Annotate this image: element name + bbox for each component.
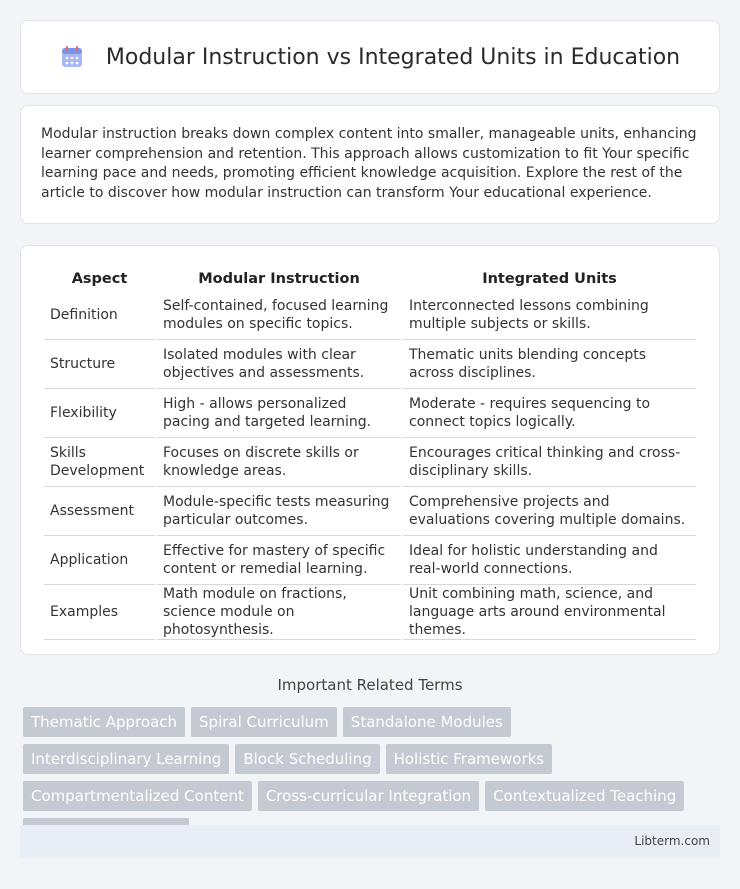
cell-aspect: Assessment — [44, 487, 155, 536]
tag-thematic-approach[interactable]: Thematic Approach — [23, 707, 185, 737]
footer-site-link[interactable]: Libterm.com — [634, 834, 710, 848]
cell-modular: Self-contained, focused learning modules on specific topics. — [157, 291, 401, 340]
header-aspect: Aspect — [71, 270, 128, 287]
cell-aspect: Skills Development — [44, 438, 155, 487]
cell-integrated: Thematic units blending concepts across disciplines. — [403, 340, 696, 389]
intro-text: Modular instruction breaks down complex content into smaller, manageable units, enhancing learner comprehension and retention. This approach allows customization to fit Your specific learning pace and needs, promoting efficient knowledge acquisition. Explore the rest of the article to discover how modular instruction can transform Your educational experience. — [41, 126, 697, 201]
tag-contextualized-teaching[interactable]: Contextualized Teaching — [485, 781, 684, 811]
cell-aspect: Application — [44, 536, 155, 585]
related-terms-title: Important Related Terms — [277, 676, 463, 694]
cell-aspect: Definition — [44, 291, 155, 340]
comparison-table — [42, 266, 698, 640]
cell-aspect: Structure — [44, 340, 155, 389]
cell-modular: High - allows personalized pacing and targeted learning. — [157, 389, 401, 438]
tag-block-scheduling[interactable]: Block Scheduling — [235, 744, 379, 774]
cell-integrated: Comprehensive projects and evaluations covering multiple domains. — [403, 487, 696, 536]
tag-spiral-curriculum[interactable]: Spiral Curriculum — [191, 707, 337, 737]
cell-integrated: Encourages critical thinking and cross-disciplinary skills. — [403, 438, 696, 487]
header-integrated: Integrated Units — [482, 270, 617, 287]
header-card — [20, 20, 720, 94]
cell-aspect: Examples — [44, 585, 155, 640]
cell-modular: Focuses on discrete skills or knowledge areas. — [157, 438, 401, 487]
table-row — [44, 291, 696, 340]
table-row — [44, 585, 696, 640]
cell-integrated: Unit combining math, science, and language arts around environmental themes. — [403, 585, 696, 640]
comparison-card — [20, 245, 720, 655]
footer — [20, 825, 720, 858]
tag-cross-curricular-integration[interactable]: Cross-curricular Integration — [258, 781, 479, 811]
tag-compartmentalized-content[interactable]: Compartmentalized Content — [23, 781, 252, 811]
tag-standalone-modules[interactable]: Standalone Modules — [343, 707, 511, 737]
cell-modular: Math module on fractions, science module on photosynthesis. — [157, 585, 401, 640]
table-row — [44, 340, 696, 389]
intro-card — [20, 105, 720, 224]
cell-integrated: Ideal for holistic understanding and real-world connections. — [403, 536, 696, 585]
tag-holistic-frameworks[interactable]: Holistic Frameworks — [386, 744, 553, 774]
cell-aspect: Flexibility — [44, 389, 155, 438]
header-modular: Modular Instruction — [198, 270, 360, 287]
table-row — [44, 536, 696, 585]
calendar-icon — [60, 45, 84, 69]
cell-integrated: Moderate - requires sequencing to connect topics logically. — [403, 389, 696, 438]
cell-integrated: Interconnected lessons combining multiple subjects or skills. — [403, 291, 696, 340]
page-title: Modular Instruction vs Integrated Units in Education — [105, 44, 681, 70]
cell-modular: Isolated modules with clear objectives and assessments. — [157, 340, 401, 389]
cell-modular: Module-specific tests measuring particular outcomes. — [157, 487, 401, 536]
table-row — [44, 438, 696, 487]
table-row — [44, 487, 696, 536]
table-row — [44, 389, 696, 438]
table-header-row — [44, 266, 696, 291]
tag-interdisciplinary-learning[interactable]: Interdisciplinary Learning — [23, 744, 229, 774]
cell-modular: Effective for mastery of specific content or remedial learning. — [157, 536, 401, 585]
